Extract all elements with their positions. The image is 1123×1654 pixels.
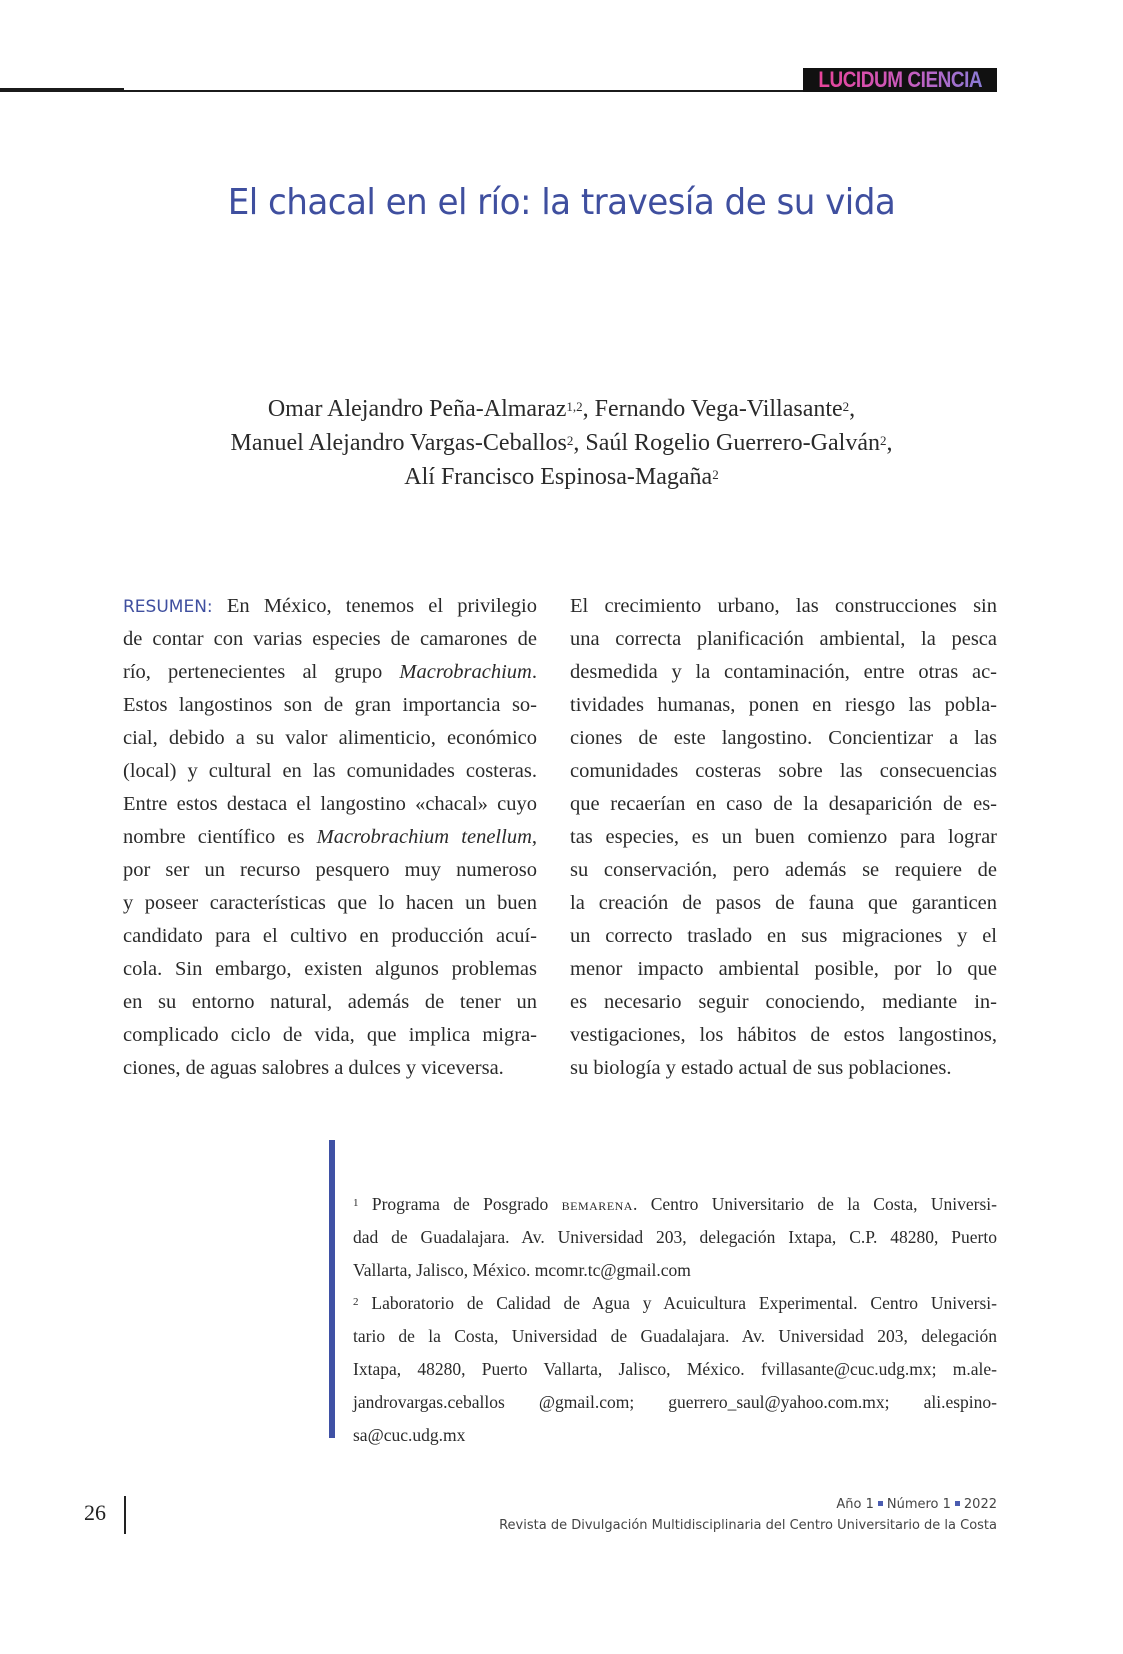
page-number: 26 [84, 1500, 106, 1525]
author-line-2: Manuel Alejandro Vargas-Ceballos$^2$, Saúl Rogelio Guerrero-Galván$^2$, [230, 430, 893, 456]
text-line: ciones de este langostino. Concientizar a las [570, 727, 997, 749]
header-rule-thin [124, 90, 804, 92]
author-name: Omar Alejandro Peña-Almaraz [267, 396, 567, 422]
text-line: la creación de pasos de fauna que garanticen [570, 892, 997, 914]
text-line: complicado ciclo de vida, que implica migra- [123, 1024, 537, 1046]
footnote-line: Vallarta, Jalisco, México. mcomr.tc@gmail.com [353, 1260, 691, 1280]
footnote-line: $^1$ Programa de Posgrado bemarena. Centro Universitario de la Costa, Universi- [353, 1194, 997, 1214]
issue-info: Año 1 Número 1 2022 [836, 1497, 997, 1512]
text-line: su conservación, pero además se requiere de [570, 859, 997, 881]
author-name: Saúl Rogelio Guerrero-Galván [585, 430, 880, 456]
author-name: Manuel Alejandro Vargas-Ceballos [230, 430, 567, 456]
affiliation-marker: 1,2 [566, 399, 583, 414]
text-line: un correcto traslado en sus migraciones y el [570, 925, 997, 947]
text-line: cola. Sin embargo, existen algunos problemas [123, 958, 537, 980]
text-line: río, pertenecientes al grupo Macrobrachium. [123, 661, 537, 683]
affiliation-marker: 2 [842, 399, 850, 414]
author-line-3 [0, 460, 1123, 494]
affiliation-marker: 2 [712, 467, 719, 482]
affiliation-footnotes [353, 1188, 997, 1452]
footnote-line: Ixtapa, 48280, Puerto Vallarta, Jalisco, México. fvillasante@cuc.udg.mx; m.ale- [353, 1359, 997, 1379]
text-line: vestigaciones, los hábitos de estos langostinos, [570, 1024, 997, 1046]
abstract-label: RESUMEN: [123, 597, 213, 617]
running-footer [499, 1494, 997, 1536]
footnote-marker: 1 [353, 1197, 359, 1209]
text-line: Estos langostinos son de gran importancia so- [123, 694, 537, 716]
program-acronym: bemarena [561, 1194, 633, 1214]
text-line: de contar con varias especies de camarones de [123, 628, 537, 650]
text-line: menor impacto ambiental posible, por lo que [570, 958, 997, 980]
footnote-line: jandrovargas.ceballos @gmail.com; guerrero_saul@yahoo.com.mx; ali.espino- [353, 1392, 997, 1412]
scientific-name: Macrobrachium [399, 661, 532, 683]
journal-section-label: LUCIDUM CIENCIA [803, 68, 997, 92]
text-line: nombre científico es Macrobrachium tenellum, [123, 826, 537, 848]
header-rule-thick [0, 88, 124, 92]
text-line: tividades humanas, ponen en riesgo las pobla- [570, 694, 997, 716]
author-name: Alí Francisco Espinosa-Magaña [404, 464, 713, 490]
text-line: y poseer características que lo hacen un buen [123, 892, 537, 914]
abstract-column-right [570, 590, 997, 1085]
text-line: ciones, de aguas salobres a dulces y viceversa. [123, 1057, 504, 1079]
text-line: (local) y cultural en las comunidades costeras. [123, 760, 537, 782]
article-title: El chacal en el río: la travesía de su vida [227, 182, 896, 223]
text-line: que recaerían en caso de la desaparición de es- [570, 793, 997, 815]
square-bullet-icon [955, 1501, 960, 1506]
author-list [0, 392, 1123, 494]
author-name: Fernando Vega-Villasante [594, 396, 843, 422]
text-line: es necesario seguir conociendo, mediante in- [570, 991, 997, 1013]
text-line: Entre estos destaca el langostino «chacal» cuyo [123, 793, 537, 815]
text-line: por ser un recurso pesquero muy numeroso [123, 859, 537, 881]
text-line: RESUMEN: En México, tenemos el privilegio [123, 595, 537, 617]
footnote-line: tario de la Costa, Universidad de Guadalajara. Av. Universidad 203, delegación [353, 1326, 997, 1346]
footnote-line: sa@cuc.udg.mx [353, 1425, 466, 1445]
affiliation-marker: 2 [566, 433, 574, 448]
text-line: tas especies, es un buen comienzo para lograr [570, 826, 997, 848]
text-line: su biología y estado actual de sus poblaciones. [570, 1057, 952, 1079]
page-number-divider [124, 1496, 126, 1534]
text-line: desmedida y la contaminación, entre otras ac- [570, 661, 997, 683]
text-line: cial, debido a su valor alimenticio, económico [123, 727, 537, 749]
footnote-marker: 2 [353, 1296, 359, 1308]
square-bullet-icon [878, 1501, 883, 1506]
author-line-1: Omar Alejandro Peña-Almaraz$^{1,2}$, Fernando Vega-Villasante$^2$, [267, 396, 856, 422]
text-line: candidato para el cultivo en producción acuí- [123, 925, 537, 947]
text-line: comunidades costeras sobre las consecuencias [570, 760, 997, 782]
text-line: El crecimiento urbano, las construcciones sin [570, 595, 997, 617]
journal-name: Revista de Divulgación Multidisciplinaria del Centro Universitario de la Costa [499, 1518, 997, 1533]
affiliation-marker: 2 [879, 433, 887, 448]
footnote-accent-bar [329, 1140, 335, 1438]
text-line: una correcta planificación ambiental, la pesca [570, 628, 997, 650]
text-line: en su entorno natural, además de tener un [123, 991, 537, 1013]
footnote-line: $^2$ Laboratorio de Calidad de Agua y Acuicultura Experimental. Centro Universi- [353, 1293, 997, 1313]
abstract-column-left [123, 590, 537, 1085]
footnote-line: dad de Guadalajara. Av. Universidad 203, delegación Ixtapa, C.P. 48280, Puerto [353, 1227, 997, 1247]
scientific-name: Macrobrachium tenellum [316, 826, 532, 848]
